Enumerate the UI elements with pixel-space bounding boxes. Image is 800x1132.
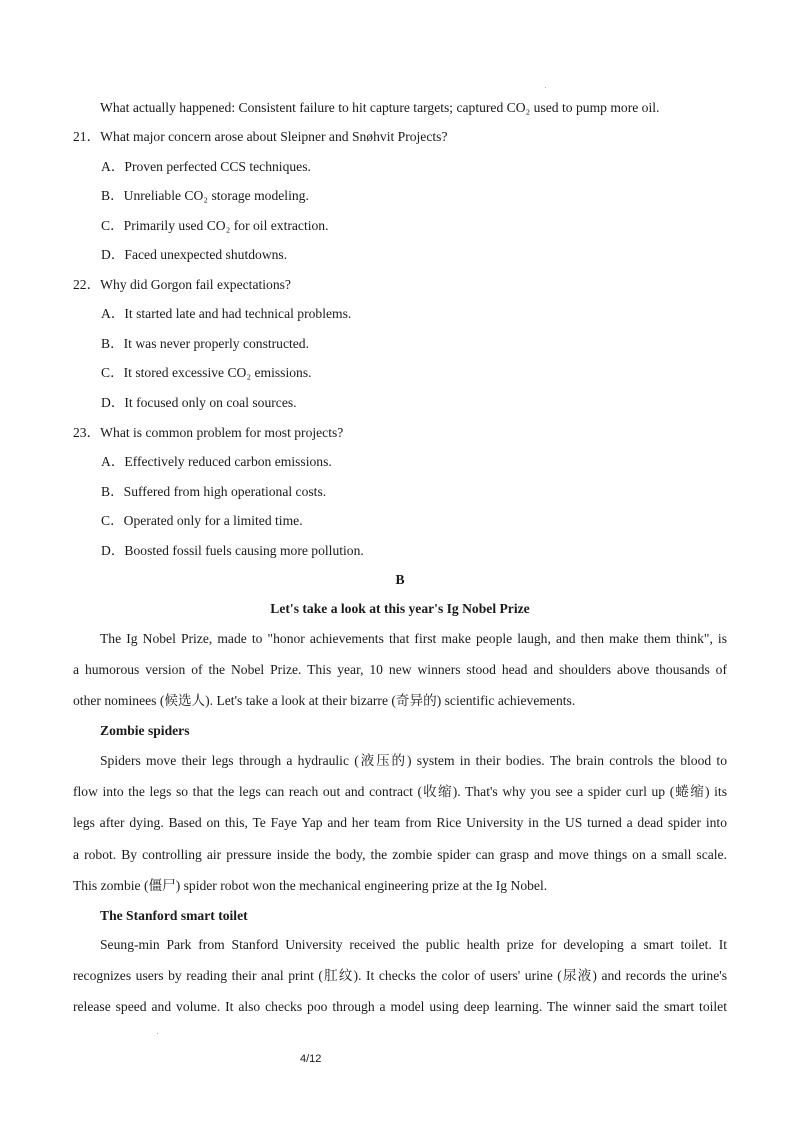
question-22-option-c: C．It stored excessive CO₂ emissions.	[101, 365, 312, 380]
scan-speck	[545, 87, 546, 88]
page-number: 4/12	[300, 1053, 322, 1065]
question-22-option-d: D．It focused only on coal sources.	[101, 395, 297, 410]
toilet-line-3: release speed and volume. It also checks poo through a model using deep learning. The winner said the smart toilet	[73, 999, 727, 1014]
heading-zombie-spiders: Zombie spiders	[100, 723, 190, 738]
question-22-option-b: B．It was never properly constructed.	[101, 336, 309, 351]
spider-line-1: Spiders move their legs through a hydraulic (液压的) system in their bodies. The brain controls the blood to	[100, 753, 727, 768]
intro-line-3: other nominees (候选人). Let's take a look at their bizarre (奇异的) scientific achievements.	[73, 693, 576, 708]
scan-speck-lower	[157, 1033, 158, 1034]
intro-line-1: The Ig Nobel Prize, made to "honor achievements that first make people laugh, and then make them think", is	[100, 631, 727, 646]
question-21-option-a: A．Proven perfected CCS techniques.	[101, 159, 311, 174]
intro-line-2: a humorous version of the Nobel Prize. This year, 10 new winners stood head and shoulders above thousands of	[73, 662, 727, 677]
passage-top-line: What actually happened: Consistent failure to hit capture targets; captured CO₂ used to pump more oil.	[100, 100, 660, 115]
spider-line-2: flow into the legs so that the legs can reach out and contract (收缩). That's why you see a spider curl up (蜷缩) its	[73, 784, 727, 799]
question-23-stem: 23．What is common problem for most projects?	[73, 425, 344, 440]
question-22-option-a: A．It started late and had technical problems.	[101, 306, 352, 321]
article-title: Let's take a look at this year's Ig Nobel Prize	[270, 601, 530, 616]
toilet-line-2: recognizes users by reading their anal print (肛纹). It checks the color of users' urine (尿液) and records the urine's	[73, 968, 727, 983]
question-22-stem: 22．Why did Gorgon fail expectations?	[73, 277, 291, 292]
section-letter: B	[395, 572, 405, 587]
heading-smart-toilet: The Stanford smart toilet	[100, 908, 248, 923]
question-21-stem: 21．What major concern arose about Sleipner and Snøhvit Projects?	[73, 129, 448, 144]
spider-line-3: legs after dying. Based on this, Te Faye Yap and her team from Rice University in the US turned a dead spider into	[73, 815, 727, 830]
question-23-option-a: A．Effectively reduced carbon emissions.	[101, 454, 332, 469]
question-21-option-d: D．Faced unexpected shutdowns.	[101, 247, 288, 262]
question-21-option-c: C．Primarily used CO₂ for oil extraction.	[101, 218, 329, 233]
toilet-line-1: Seung-min Park from Stanford University received the public health prize for developing a smart toilet. It	[100, 937, 727, 952]
spider-line-4: a robot. By controlling air pressure inside the body, the zombie spider can grasp and move things on a small scale.	[73, 847, 727, 862]
spider-line-5: This zombie (僵尸) spider robot won the mechanical engineering prize at the Ig Nobel.	[73, 878, 548, 893]
question-23-option-c: C．Operated only for a limited time.	[101, 513, 303, 528]
question-23-option-b: B．Suffered from high operational costs.	[101, 484, 327, 499]
question-23-option-d: D．Boosted fossil fuels causing more pollution.	[101, 543, 364, 558]
question-21-option-b: B．Unreliable CO₂ storage modeling.	[101, 188, 309, 203]
